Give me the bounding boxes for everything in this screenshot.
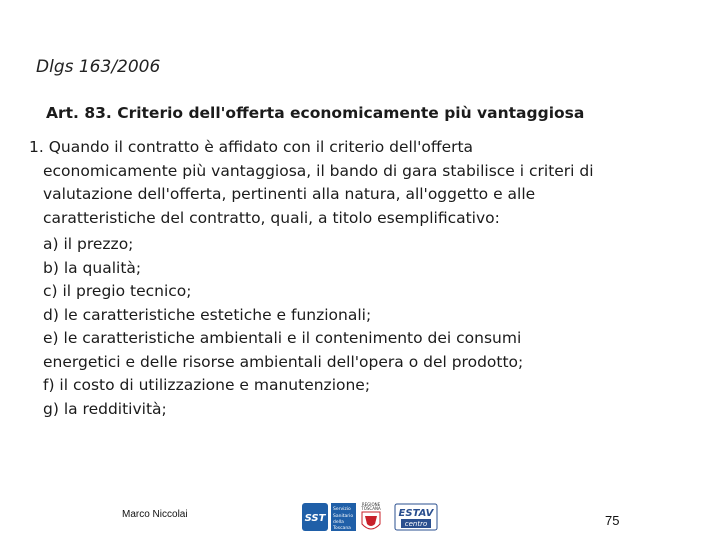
list-item: b) la qualità; bbox=[43, 258, 142, 277]
paragraph-block bbox=[29, 136, 689, 230]
article-title: Art. 83. Criterio dell'offerta economicamente più vantaggiosa bbox=[46, 104, 585, 122]
sst-logo bbox=[302, 503, 356, 531]
estav-sub: centro bbox=[404, 520, 428, 528]
sst-caption-2: Sanitario bbox=[333, 514, 354, 519]
estav-logo bbox=[395, 504, 437, 530]
list-item: e) le caratteristiche ambientali e il contenimento dei consumi bbox=[43, 329, 522, 347]
paragraph-line: economicamente più vantaggiosa, il bando di gara stabilisce i criteri di bbox=[43, 161, 594, 180]
paragraph-line: caratteristiche del contratto, quali, a titolo esemplificativo: bbox=[43, 208, 500, 227]
doc-reference: Dlgs 163/2006 bbox=[36, 57, 161, 77]
sst-caption-3: della bbox=[333, 520, 344, 525]
paragraph-line: 1. Quando il contratto è affidato con il criterio dell'offerta bbox=[29, 138, 474, 156]
list-item: f) il costo di utilizzazione e manutenzione; bbox=[43, 376, 371, 394]
regione-toscana-logo bbox=[360, 502, 381, 529]
sst-logo-text: SST bbox=[304, 513, 326, 524]
list-item: energetici e delle risorse ambientali dell'opera o del prodotto; bbox=[43, 352, 524, 371]
footer-logos bbox=[300, 500, 440, 534]
list-item: d) le caratteristiche estetiche e funzionali; bbox=[43, 305, 372, 324]
regione-text-2: TOSCANA bbox=[361, 506, 381, 511]
criteria-list bbox=[43, 233, 703, 421]
sst-caption-1: Servizio bbox=[333, 507, 351, 512]
page-number: 75 bbox=[605, 513, 620, 528]
list-item: c) il pregio tecnico; bbox=[43, 282, 192, 300]
list-item: g) la redditività; bbox=[43, 399, 167, 418]
paragraph-line: valutazione dell'offerta, pertinenti alla natura, all'oggetto e alle bbox=[43, 185, 536, 203]
footer-author: Marco Niccolai bbox=[122, 509, 188, 520]
estav-text: ESTAV bbox=[398, 508, 434, 519]
list-item: a) il prezzo; bbox=[43, 235, 134, 253]
sst-caption-4: Toscana bbox=[333, 526, 351, 531]
regione-text-1: REGIONE bbox=[361, 502, 381, 507]
